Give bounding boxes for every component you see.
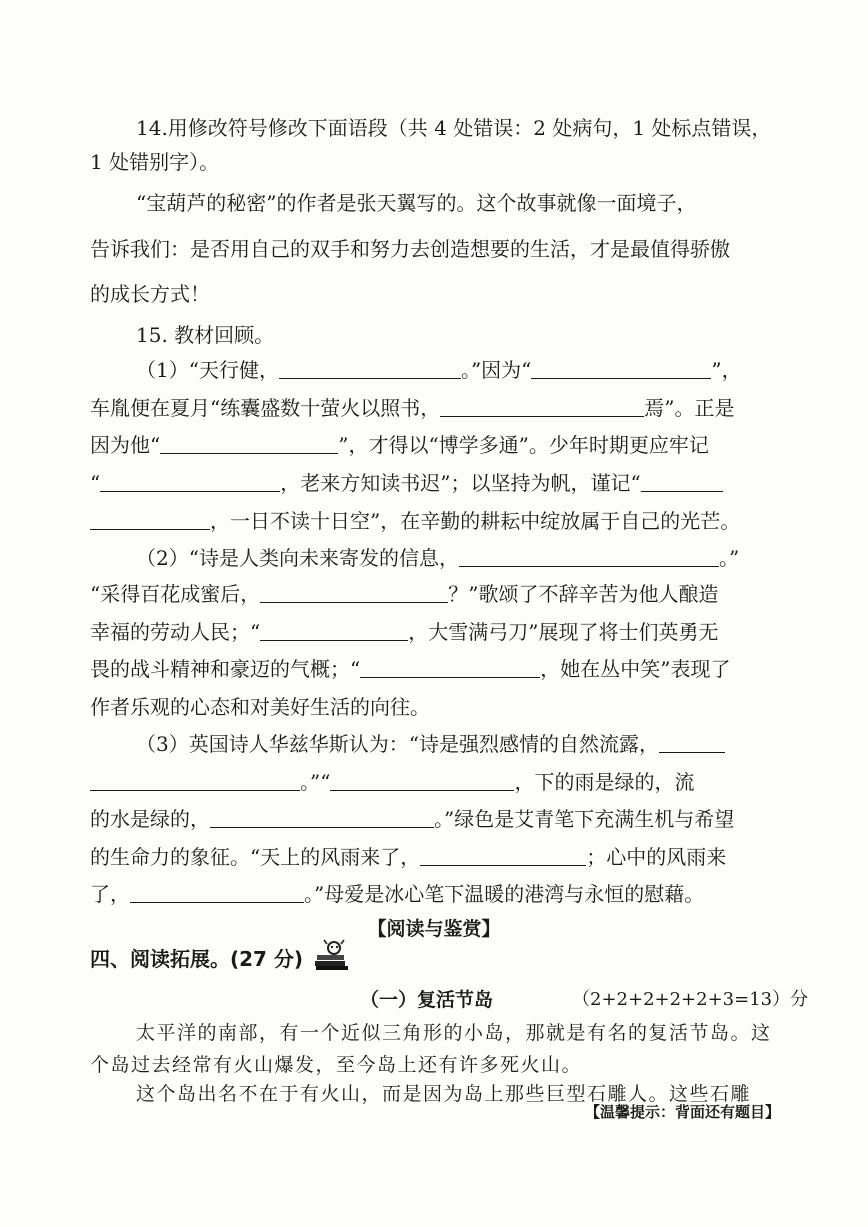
- q15-p1-line2: [90, 393, 780, 423]
- reading-line2: 个岛过去经常有火山爆发，至今岛上还有许多死火山。: [90, 1054, 583, 1076]
- q15-p1-line1: [136, 355, 780, 385]
- text: “采得百花成蜜后，: [90, 582, 261, 606]
- q15-p2-line2: [90, 579, 780, 609]
- text: ，下的雨是绿的，流: [514, 770, 695, 794]
- text: （3）英国诗人华兹华斯认为：“诗是强烈感情的自然流露，: [136, 732, 659, 756]
- reading-line3: 这个岛出名不在于有火山，而是因为岛上那些巨型石雕人。这些石雕: [136, 1083, 752, 1105]
- blank[interactable]: [641, 471, 723, 492]
- blank[interactable]: [330, 770, 514, 791]
- blank[interactable]: [420, 845, 586, 866]
- text: 。”“: [300, 770, 331, 794]
- q15-p2-line5: 作者乐观的心态和对美好生活的向往。: [90, 695, 430, 719]
- text: ，老来方知读书迟”；以坚持为帆，谨记“: [280, 471, 641, 495]
- q15-p1-line3: [90, 430, 780, 460]
- text: ；心中的风雨来: [586, 845, 727, 869]
- reading-score: （2+2+2+2+2+3=13）分: [572, 989, 809, 1010]
- passage-line1: “宝葫芦的秘密”的作者是张天翼写的。这个故事就像一面境子，: [136, 191, 697, 215]
- blank[interactable]: [210, 807, 434, 828]
- q15-p3-line4: [90, 842, 780, 872]
- q15-p1-line5: [90, 506, 780, 536]
- text: 因为他“: [90, 433, 161, 457]
- reading-title: （一）复活节岛: [360, 989, 494, 1011]
- text: ”，: [711, 358, 742, 382]
- text: 畏的战斗精神和豪迈的气概；“: [90, 657, 361, 681]
- q15-p3-line5: [90, 879, 780, 909]
- text: 四、阅读拓展。(27 分): [90, 947, 304, 971]
- blank[interactable]: [130, 882, 304, 903]
- text: 的水是绿的，: [90, 807, 210, 831]
- passage-line2: 告诉我们：是否用自己的双手和努力去创造想要的生活，才是最值得骄傲: [90, 237, 730, 261]
- text: 。”因为“: [460, 358, 532, 382]
- text: ”，才得以“博学多通”。少年时期更应牢记: [338, 433, 709, 457]
- blank[interactable]: [90, 509, 210, 530]
- q15-p3-line3: [90, 804, 780, 834]
- passage-line3: 的成长方式！: [90, 282, 210, 306]
- text: 焉”。正是: [644, 396, 735, 420]
- text: 了，: [90, 882, 130, 906]
- text: ，一日不读十日空”，在辛勤的耕耘中绽放属于自己的光芒。: [210, 509, 741, 533]
- blank[interactable]: [459, 546, 719, 567]
- text: 。”母爱是冰心笔下温暖的港湾与永恒的慰藉。: [304, 882, 705, 906]
- q15-p1-line4: [90, 468, 780, 498]
- blank[interactable]: [360, 657, 540, 678]
- text: 。”绿色是艾青笔下充满生机与希望: [434, 807, 735, 831]
- blank[interactable]: [260, 582, 448, 603]
- text: 。”: [718, 546, 740, 570]
- text: 幸福的劳动人民；“: [90, 620, 261, 644]
- text: 车胤便在夏月“练囊盛数十萤火以照书，: [90, 396, 441, 420]
- q15-p3-line2: [90, 767, 780, 797]
- blank[interactable]: [100, 471, 280, 492]
- text: ？”歌颂了不辞辛苦为他人酿造: [448, 582, 719, 606]
- q15-p2-line3: [90, 617, 780, 647]
- text: 的生命力的象征。“天上的风雨来了，: [90, 845, 421, 869]
- text: ，大雪满弓刀”展现了将士们英勇无: [408, 620, 719, 644]
- blank[interactable]: [531, 358, 711, 379]
- q15-p2-line4: [90, 654, 780, 684]
- blank[interactable]: [440, 396, 644, 417]
- footer-hint: 【温馨提示：背面还有题目】: [584, 1103, 780, 1121]
- blank[interactable]: [260, 620, 408, 641]
- q15-p2-line1: [136, 543, 780, 573]
- q15-p3-line1: [136, 729, 780, 759]
- text: “: [90, 471, 101, 495]
- blank[interactable]: [659, 732, 725, 753]
- reading-line1: 太平洋的南部，有一个近似三角形的小岛，那就是有名的复活节岛。这: [136, 1022, 772, 1044]
- blank[interactable]: [279, 358, 461, 379]
- section-tag: 【阅读与鉴赏】: [367, 918, 501, 940]
- blank[interactable]: [90, 770, 300, 791]
- q14-line1: 14.用修改符号修改下面语段（共 4 处错误：2 处病句，1 处标点错误，: [136, 116, 772, 140]
- books-icon: [312, 939, 352, 973]
- section-four-heading: [90, 944, 780, 974]
- text: ，她在丛中笑”表现了: [540, 657, 731, 681]
- text: （1）“天行健，: [136, 358, 279, 382]
- text: （2）“诗是人类向未来寄发的信息，: [136, 546, 459, 570]
- blank[interactable]: [160, 433, 338, 454]
- q14-line2: 1 处错别字）。: [90, 150, 220, 174]
- q15-title: 15. 教材回顾。: [136, 323, 275, 347]
